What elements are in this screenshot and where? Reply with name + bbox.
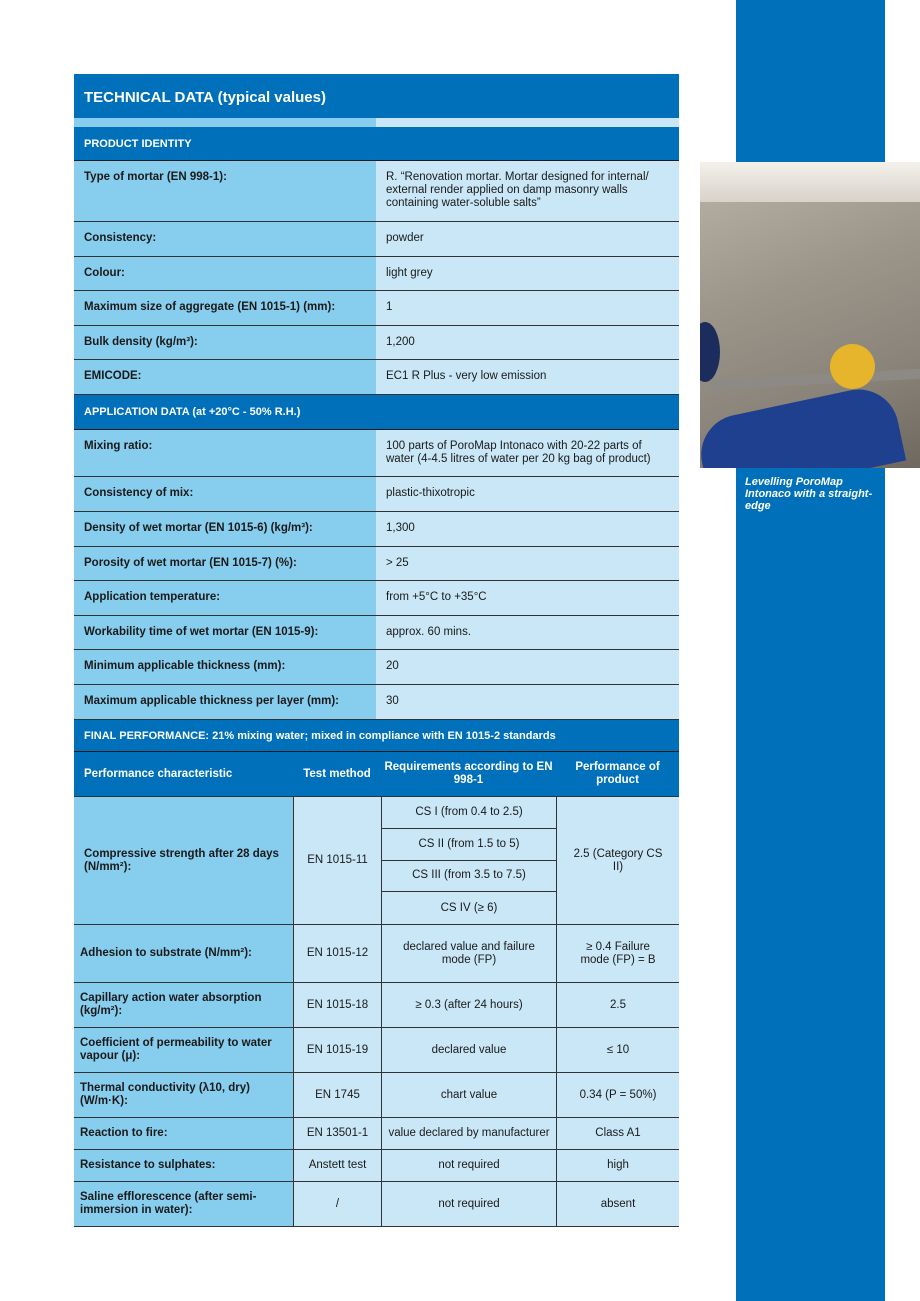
row-value: 20 [376,650,679,684]
requirement: ≥ 0.3 (after 24 hours) [381,983,556,1028]
performance-value: high [556,1150,679,1182]
column-header: Performance of product [556,752,679,797]
requirement: CS IV (≥ 6) [440,901,498,914]
row-value: 1 [376,291,679,325]
column-header: Requirements according to EN 998-1 [381,752,556,797]
row-label: Coefficient of permeability to water vapour (μ): [74,1028,293,1073]
row-label: Bulk density (kg/m³): [74,326,376,359]
table-title: TECHNICAL DATA (typical values) [74,74,679,118]
row-label: Adhesion to substrate (N/mm²): [74,925,293,983]
table-row [74,222,679,257]
requirement: CS III (from 3.5 to 7.5) [382,861,556,893]
table-row [74,685,679,720]
row-label: Capillary action water absorption (kg/m²): [74,983,293,1028]
row-value: > 25 [376,547,679,580]
row-label: Reaction to fire: [74,1118,293,1150]
column-header: Test method [293,752,381,797]
product-photo [700,162,920,468]
table-row [74,291,679,326]
final-performance-table [74,752,679,1227]
row-value: 30 [376,685,679,719]
row-value: powder [376,222,679,256]
row-label: Porosity of wet mortar (EN 1015-7) (%): [74,547,376,580]
row-value: R. “Renovation mortar. Mortar designed for internal/ external render applied on damp masonry walls containing water-soluble salts” [376,161,679,221]
row-label: Mixing ratio: [74,430,376,476]
test-method: EN 1015-12 [293,925,381,983]
row-label: EMICODE: [74,360,376,394]
row-value: from +5°C to +35°C [376,581,679,615]
performance-value: absent [556,1182,679,1227]
performance-value: ≤ 10 [556,1028,679,1073]
row-label: Consistency: [74,222,376,256]
table-row [74,650,679,685]
row-label: Colour: [74,257,376,290]
table-row [74,360,679,395]
test-method: EN 1015-11 [293,797,381,925]
row-label: Workability time of wet mortar (EN 1015-9): [74,616,376,649]
table-row [74,161,679,222]
row-label: Type of mortar (EN 998-1): [74,161,376,221]
table-row [74,581,679,616]
row-value: plastic-thixotropic [376,477,679,511]
technical-data-table [74,74,679,1227]
requirement: declared value and failure mode (FP) [381,925,556,983]
row-label: Maximum applicable thickness per layer (mm): [74,685,376,719]
performance-value: ≥ 0.4 Failure mode (FP) = B [556,925,679,983]
row-value: light grey [376,257,679,290]
test-method: EN 13501-1 [293,1118,381,1150]
row-label: Compressive strength after 28 days (N/mm²): [74,797,293,925]
table-row [74,257,679,291]
final-performance-header: FINAL PERFORMANCE: 21% mixing water; mixed in compliance with EN 1015-2 standards [74,720,679,752]
requirement: value declared by manufacturer [381,1118,556,1150]
test-method: EN 1745 [293,1073,381,1118]
table-row [74,616,679,650]
section-header: APPLICATION DATA (at +20°C - 50% R.H.) [74,395,679,430]
table-row [74,477,679,512]
table-row [74,430,679,477]
table-row [74,326,679,360]
requirement: not required [381,1150,556,1182]
row-label: Maximum size of aggregate (EN 1015-1) (mm): [74,291,376,325]
performance-value: 0.34 (P = 50%) [556,1073,679,1118]
row-label: Density of wet mortar (EN 1015-6) (kg/m³): [74,512,376,546]
table-row [74,512,679,547]
row-label: Resistance to sulphates: [74,1150,293,1182]
requirement: not required [381,1182,556,1227]
row-value: EC1 R Plus - very low emission [376,360,679,394]
requirement: chart value [381,1073,556,1118]
performance-value: 2.5 (Category CS II) [556,797,679,925]
row-value: approx. 60 mins. [376,616,679,649]
spacer-strip [74,118,679,127]
requirement: CS I (from 0.4 to 2.5) [382,797,556,829]
photo-caption: Levelling PoroMap Intonaco with a straight-edge [745,476,873,512]
table-row [74,547,679,581]
performance-value: 2.5 [556,983,679,1028]
section-header: PRODUCT IDENTITY [74,127,679,161]
row-value: 1,200 [376,326,679,359]
row-label: Application temperature: [74,581,376,615]
performance-value: Class A1 [556,1118,679,1150]
test-method: EN 1015-18 [293,983,381,1028]
row-label: Saline efflorescence (after semi-immersion in water): [74,1182,293,1227]
requirements-list [381,797,556,925]
column-header: Performance characteristic [74,752,293,797]
test-method: / [293,1182,381,1227]
test-method: EN 1015-19 [293,1028,381,1073]
requirement: declared value [381,1028,556,1073]
row-label: Consistency of mix: [74,477,376,511]
row-value: 1,300 [376,512,679,546]
row-label: Minimum applicable thickness (mm): [74,650,376,684]
requirement: CS II (from 1.5 to 5) [382,829,556,861]
row-value: 100 parts of PoroMap Intonaco with 20-22 parts of water (4-4.5 litres of water per 20 kg bag of product) [376,430,679,476]
test-method: Anstett test [293,1150,381,1182]
row-label: Thermal conductivity (λ10, dry) (W/m·K): [74,1073,293,1118]
